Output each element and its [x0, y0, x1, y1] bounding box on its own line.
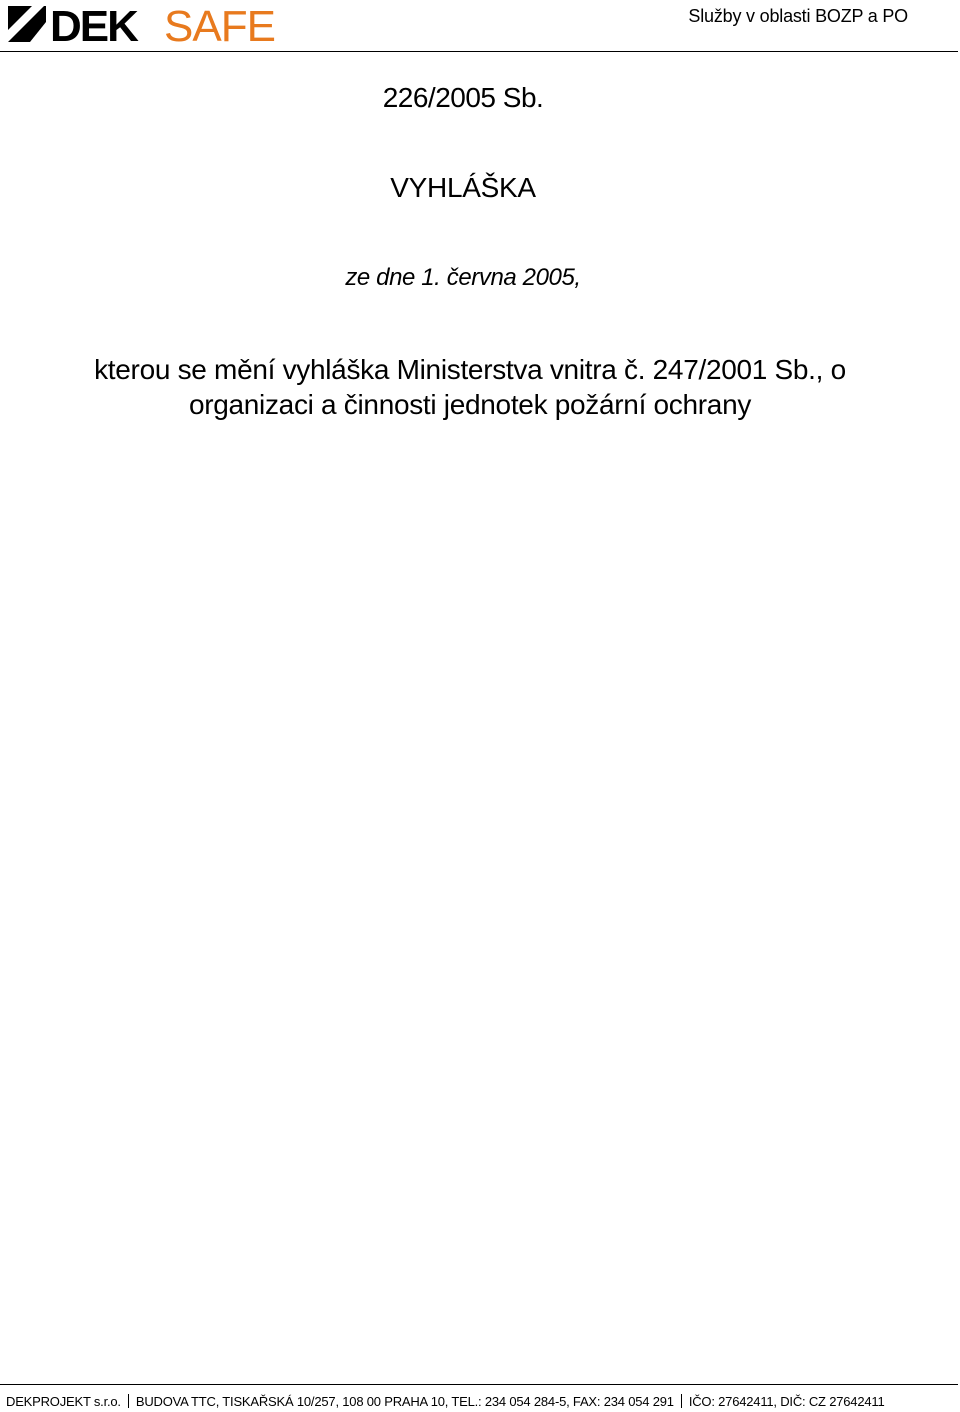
document-date: ze dne 1. června 2005, — [345, 264, 581, 291]
document-number: 226/2005 Sb. — [382, 82, 544, 113]
footer-separator — [681, 1394, 682, 1408]
footer — [6, 1394, 884, 1409]
footer-divider — [0, 1384, 958, 1385]
svg-text:SAFE: SAFE — [164, 2, 275, 46]
footer-company: DEKPROJEKT s.r.o. — [6, 1394, 121, 1409]
svg-text:DEK: DEK — [50, 2, 137, 46]
document-subject: kterou se mění vyhláška Ministerstva vnitra č. 247/2001 Sb., o organizaci a činnosti jednotek požární ochrany — [94, 354, 846, 420]
footer-address: BUDOVA TTC, TISKAŘSKÁ 10/257, 108 00 PRAHA 10, TEL.: 234 054 284-5, FAX: 234 054 291 — [135, 1394, 674, 1409]
document-type: VYHLÁŠKA — [390, 172, 536, 203]
footer-ids: IČO: 27642411, DIČ: CZ 27642411 — [688, 1394, 885, 1409]
header-divider — [0, 51, 958, 52]
footer-separator — [128, 1394, 129, 1408]
deksafe-logo — [6, 2, 286, 46]
logo-emblem — [8, 6, 46, 42]
header-tagline: Služby v oblasti BOZP a PO — [688, 6, 908, 26]
